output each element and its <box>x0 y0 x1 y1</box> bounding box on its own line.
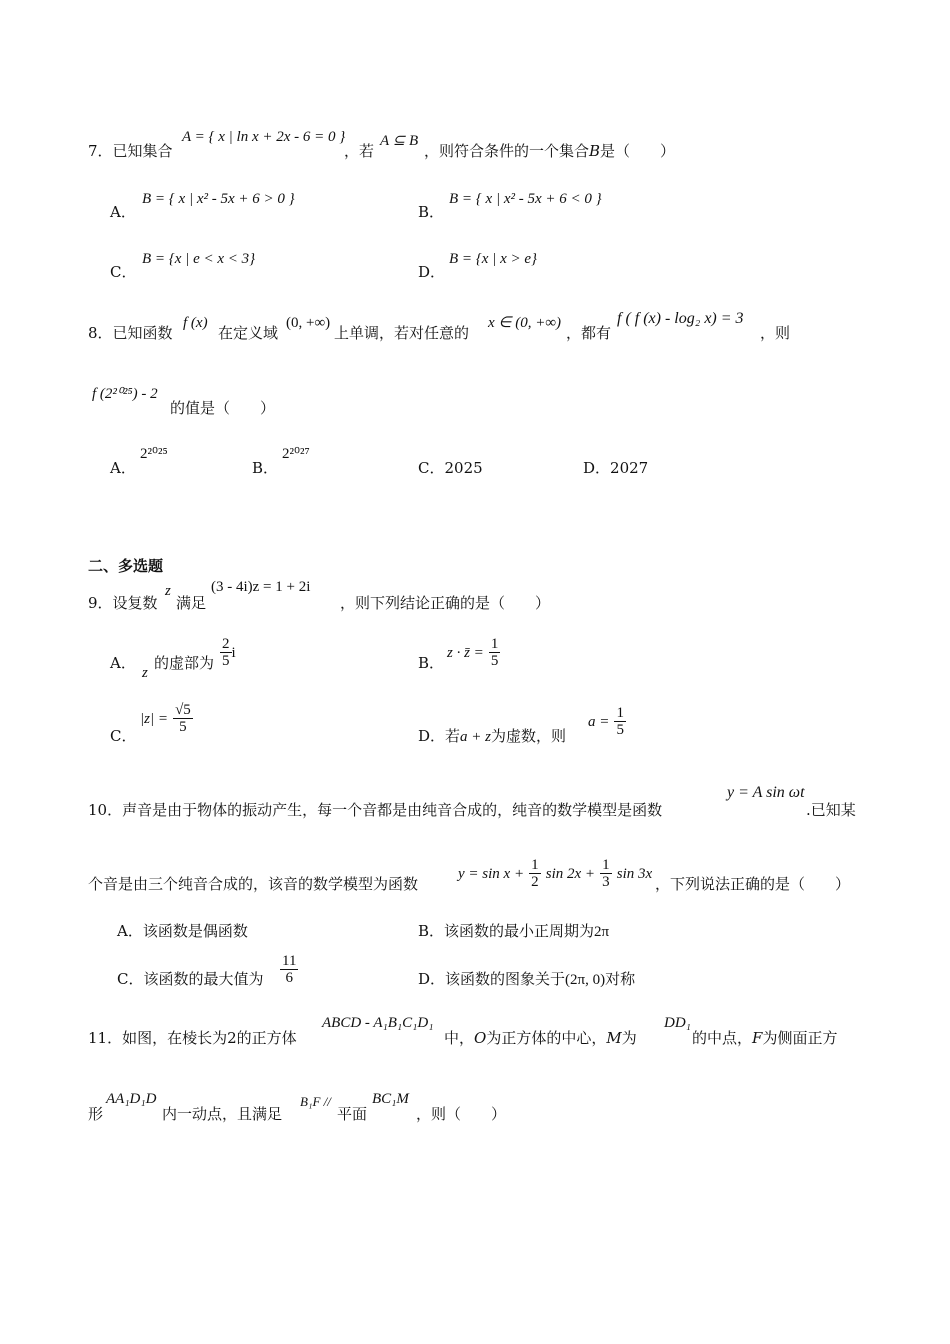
q7-line-cont <box>344 141 374 161</box>
q11-line-1-cont <box>444 1028 637 1048</box>
q7-set-a: A = { x | ln x + 2x - 6 = 0 } <box>182 129 346 145</box>
q9-option-d-label: D． <box>418 727 446 745</box>
q11-line-1 <box>88 1028 297 1048</box>
q9-option-d-expr: a + z <box>460 729 492 745</box>
q7-set-b: B <box>589 142 601 160</box>
q10-fraction-2-numerator: 1 <box>602 857 610 873</box>
q11-plane: BC₁M <box>372 1091 409 1107</box>
q8-option-a: 2²⁰²⁵ <box>140 446 168 462</box>
q11-text-4: 为正方体的中心， <box>486 1029 607 1047</box>
q10-function-part-2: sin 2x + <box>545 866 596 882</box>
q8-text-2: 上单调，若对任意的 <box>334 324 470 342</box>
q8-option-b: 2²⁰²⁷ <box>282 446 310 462</box>
q9-equation: (3 - 4i)z = 1 + 2i <box>211 579 311 595</box>
q10-option-d-end: 对称 <box>605 970 636 988</box>
q9-text-2: ，则下列结论正确的是（ ） <box>340 594 551 612</box>
q11-text-8: 形 <box>88 1105 104 1123</box>
q9-option-a-label: A． <box>110 654 136 672</box>
q10-option-a: A．该函数是偶函数 <box>117 922 248 940</box>
q11-text-6: 的中点， <box>692 1029 753 1047</box>
q10-function <box>458 857 652 890</box>
section-heading: 二、多选题 <box>88 557 164 575</box>
q7-text-end: 是（ ） <box>600 142 676 160</box>
q10-fraction-1-numerator: 1 <box>531 857 539 873</box>
q9-option-c-label: C． <box>110 727 137 745</box>
q7-line-end <box>424 141 675 161</box>
q8-option-b-label: B． <box>252 459 279 477</box>
q11-text-5: 为 <box>621 1029 637 1047</box>
q7-option-b: B = { x | x² - 5x + 6 < 0 } <box>449 191 602 207</box>
q7-option-a-label: A． <box>110 203 136 221</box>
q10-option-b-text: B．该函数的最小正周期为 <box>418 922 595 940</box>
q7-option-c-label: C． <box>110 263 137 281</box>
q9-option-d <box>418 726 566 746</box>
q11-point-f: F <box>752 1029 763 1047</box>
q8-option-c-value: 2025 <box>444 459 483 477</box>
q11-text-9: 内一动点，且满足 <box>162 1105 283 1123</box>
q9-option-b-numerator: 1 <box>490 636 499 652</box>
q9-option-c <box>140 702 193 735</box>
q9-option-b-denominator: 5 <box>490 653 499 669</box>
q8-option-a-label: A． <box>110 459 136 477</box>
q9-option-b-lhs: z · z̄ = <box>447 645 484 661</box>
q10-line-1 <box>88 800 662 820</box>
q8-text-1: 在定义域 <box>218 324 279 342</box>
q8-domain: (0, +∞) <box>286 315 331 331</box>
q11-point-m: M <box>606 1029 622 1047</box>
q9-text-1: 满足 <box>176 594 207 612</box>
q8-text-4: ，则 <box>760 324 791 342</box>
q9-option-c-lhs: |z| = <box>140 711 168 727</box>
q7-number: 7． <box>88 142 113 160</box>
q8-condition: x ∈ (0, +∞) <box>488 315 562 331</box>
q10-option-c-denominator: 6 <box>285 970 293 986</box>
q9-text: 设复数 <box>112 594 158 612</box>
q11-text-10: 平面 <box>337 1105 368 1123</box>
q8-option-d-value: 2027 <box>610 459 649 477</box>
q9-option-a-fraction <box>220 636 236 669</box>
q7-text-mid: ，若 <box>344 142 375 160</box>
q7-option-c: B = {x | e < x < 3} <box>142 251 256 267</box>
q7-relation: A ⊆ B <box>380 133 419 149</box>
q10-text-1-end: .已知某 <box>806 801 856 819</box>
q10-function-part-1: y = sin x + <box>458 866 525 882</box>
q7-option-d-label: D． <box>418 263 446 281</box>
q11-text-3: 中， <box>444 1029 475 1047</box>
q11-cube: ABCD - A₁B₁C₁D₁ <box>322 1015 434 1031</box>
q11-text-2: 的正方体 <box>236 1029 297 1047</box>
q9-option-d-value <box>588 705 626 738</box>
q11-number: 11． <box>88 1029 123 1047</box>
q8-option-d-label: D． <box>583 459 611 477</box>
q10-model: y = A sin ωt <box>727 784 805 801</box>
q10-option-b-value: 2π <box>594 924 610 940</box>
q9-option-b-label: B． <box>418 654 445 672</box>
q8-text-3: ，都有 <box>566 324 612 342</box>
q7-option-a: B = { x | x² - 5x + 6 > 0 } <box>142 191 295 207</box>
q9-option-a-i: i <box>231 645 236 661</box>
q9-option-d-numerator: 1 <box>616 705 624 721</box>
q8-option-d <box>583 458 648 478</box>
q8-option-c-label: C． <box>418 459 445 477</box>
q7-option-b-label: B． <box>418 203 445 221</box>
q11-line-1-end <box>692 1028 837 1048</box>
q9-number: 9． <box>88 594 113 612</box>
q9-option-a-z: z <box>142 665 148 681</box>
q9-option-b <box>447 636 500 669</box>
q11-dd1: DD₁ <box>664 1015 691 1031</box>
q8-option-c <box>418 458 483 478</box>
q10-option-c-text: C．该函数的最大值为 <box>117 970 264 988</box>
q10-option-c-numerator: 11 <box>282 953 297 969</box>
q10-function-part-3: sin 3x <box>616 866 653 882</box>
q10-option-d-value: (2π, 0) <box>565 972 606 988</box>
q8-text: 已知函数 <box>112 324 173 342</box>
q11-text-1: 如图，在棱长为 <box>122 1029 228 1047</box>
q10-number: 10． <box>88 801 123 819</box>
q7-line <box>88 141 173 161</box>
q9-line <box>88 593 158 613</box>
q10-text-2: 个音是由三个纯音合成的，该音的数学模型为函数 <box>88 875 419 893</box>
q10-option-b <box>418 921 609 941</box>
q9-option-c-denominator: 5 <box>179 719 187 735</box>
q11-text-11: ，则（ ） <box>416 1105 507 1123</box>
q7-text-post: ，则符合条件的一个集合 <box>424 142 590 160</box>
q10-text-1: 声音是由于物体的振动产生，每一个音都是由纯音合成的，纯音的数学模型是函数 <box>122 801 663 819</box>
q9-option-d-lhs: a = <box>588 714 610 730</box>
q9-option-d-text-1: 若 <box>445 727 461 745</box>
q10-option-d <box>418 969 635 989</box>
q7-text: 已知集合 <box>112 142 173 160</box>
q8-number: 8． <box>88 324 113 342</box>
q11-face: AA₁D₁D <box>106 1091 157 1107</box>
q9-option-a-text: 的虚部为 <box>154 654 215 672</box>
q11-parallel: B₁F // <box>300 1094 331 1109</box>
q8-fx: f (x) <box>183 315 208 331</box>
q10-fraction-2-denominator: 3 <box>602 874 610 890</box>
q11-length: 2 <box>227 1029 237 1047</box>
q8-expression: f (2²⁰²⁵) - 2 <box>92 386 158 402</box>
q8-equation: f ( f (x) - log₂ x) = 3 <box>617 310 744 327</box>
q9-option-d-denominator: 5 <box>616 722 624 738</box>
q7-option-d: B = {x | x > e} <box>449 251 538 267</box>
q8-text-5: 的值是（ ） <box>170 399 276 417</box>
q9-option-a-numerator: 2 <box>222 636 230 652</box>
q9-option-c-numerator: √5 <box>175 702 191 718</box>
q10-fraction-1-denominator: 2 <box>531 874 539 890</box>
q11-text-7: 为侧面正方 <box>762 1029 838 1047</box>
q11-point-o: O <box>474 1029 487 1047</box>
q10-option-c-value <box>280 953 298 986</box>
q9-option-a-denominator: 5 <box>222 653 230 669</box>
q9-option-d-text-2: 为虚数，则 <box>491 727 567 745</box>
q10-text-2-end: ，下列说法正确的是（ ） <box>655 875 851 893</box>
q9-z: z <box>165 583 171 599</box>
q8-line <box>88 323 173 343</box>
q10-option-d-text: D．该函数的图象关于 <box>418 970 566 988</box>
